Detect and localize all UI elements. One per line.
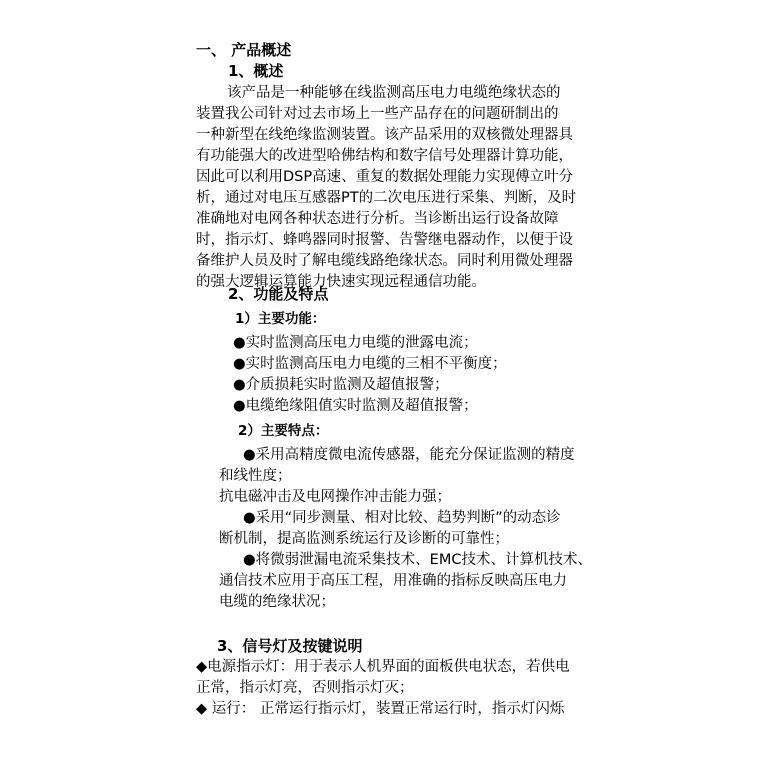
overview-line-6: 析，通过对电压互感器PT的二次电压进行采集、判断，及时 [196, 190, 577, 206]
characteristic-line-5: 断机制，提高监测系统运行及诊断的可靠性； [219, 531, 509, 547]
overview-line-7: 准确地对电网各种状态进行分析。当诊断出运行设备故障 [196, 211, 559, 227]
characteristic-line-8: 电缆的绝缘状况； [219, 594, 335, 610]
overview-line-8: 时，指示灯、蜂鸣器同时报警、告警继电器动作，以便于设 [196, 232, 573, 248]
overview-line-3: 一种新型在线绝缘监测装置。该产品采用的双核微处理器具 [196, 127, 573, 143]
characteristic-line-3: 抗电磁冲击及电网操作冲击能力强； [219, 489, 451, 505]
characteristics-heading: 2）主要特点： [238, 423, 329, 439]
overview-line-10: 的强大逻辑运算能力快速实现远程通信功能。 [196, 274, 486, 290]
characteristic-line-4: ●采用“同步测量、相对比较、趋势判断”的动态诊 [243, 510, 561, 526]
function-item-2: ●实时监测高压电力电缆的三相不平衡度； [233, 356, 507, 372]
subheading-signals: 3、信号灯及按键说明 [217, 637, 363, 655]
functions-heading: 1）主要功能： [235, 311, 326, 327]
subheading-overview: 1、概述 [228, 62, 284, 80]
section-heading-product-overview: 一、 产品概述 [196, 41, 292, 59]
overview-line-5: 因此可以利用DSP高速、重复的数据处理能力实现傅立叶分 [196, 169, 574, 185]
characteristic-line-2: 和线性度； [219, 468, 292, 484]
overview-line-2: 装置我公司针对过去市场上一些产品存在的问题研制出的 [196, 106, 559, 122]
overview-line-4: 有功能强大的改进型哈佛结构和数字信号处理器计算功能， [196, 148, 573, 164]
function-item-1: ●实时监测高压电力电缆的泄露电流； [233, 335, 478, 351]
signal-line-3: ◆ 运行： 正常运行指示灯，装置正常运行时，指示灯闪烁 [196, 701, 565, 717]
subheading-features: 2、功能及特点 [228, 285, 329, 303]
function-item-4: ●电缆绝缘阻值实时监测及超值报警； [233, 398, 478, 414]
overview-line-9: 备维护人员及时了解电缆线路绝缘状态。同时利用微处理器 [196, 253, 573, 269]
characteristic-line-6: ●将微弱泄漏电流采集技术、EMC技术、计算机技术、 [243, 552, 592, 568]
characteristic-line-7: 通信技术应用于高压工程，用准确的指标反映高压电力 [219, 573, 567, 589]
function-item-3: ●介质损耗实时监测及超值报警； [233, 377, 449, 393]
characteristic-line-1: ●采用高精度微电流传感器，能充分保证监测的精度 [243, 447, 575, 463]
signal-line-2: 正常，指示灯亮，否则指示灯灭； [196, 680, 414, 696]
signal-line-1: ◆电源指示灯：用于表示人机界面的面板供电状态，若供电 [196, 659, 570, 675]
overview-line-1: 该产品是一种能够在线监测高压电力电缆绝缘状态的 [227, 85, 561, 101]
